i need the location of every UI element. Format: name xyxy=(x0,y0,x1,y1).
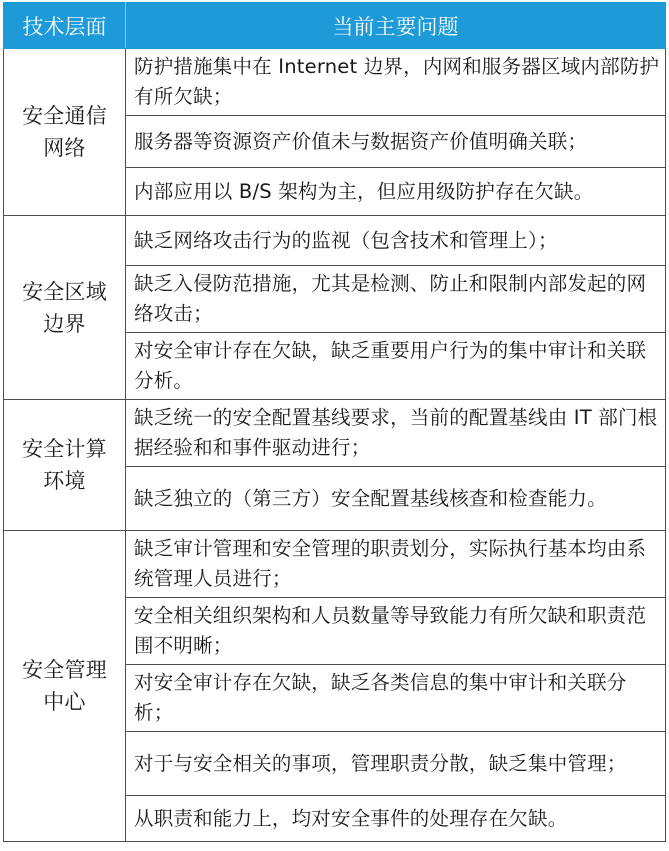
problem-cell: 缺乏审计管理和安全管理的职责划分，实际执行基本均由系统管理人员进行； xyxy=(126,531,666,598)
layer-cell-area-boundary xyxy=(4,216,126,400)
header-current-problems: 当前主要问题 xyxy=(126,3,666,49)
layer-cell-management-center xyxy=(4,531,126,842)
layer-label: 安全管理中心 xyxy=(22,658,107,714)
security-problems-table xyxy=(3,2,666,842)
table-row xyxy=(4,216,666,266)
problem-cell: 安全相关组织架构和人员数量等导致能力有所欠缺和职责范围不明晰； xyxy=(126,598,666,665)
layer-cell-computing-environment xyxy=(4,400,126,531)
problem-cell: 服务器等资源资产价值未与数据资产价值明确关联； xyxy=(126,116,666,168)
layer-label: 安全区域边界 xyxy=(22,279,107,336)
table-row xyxy=(4,49,666,116)
problem-cell: 内部应用以 B/S 架构为主，但应用级防护存在欠缺。 xyxy=(126,168,666,216)
problem-cell: 对于与安全相关的事项，管理职责分散，缺乏集中管理； xyxy=(126,732,666,796)
problem-cell: 缺乏独立的（第三方）安全配置基线核查和检查能力。 xyxy=(126,467,666,531)
problem-cell: 从职责和能力上，均对安全事件的处理存在欠缺。 xyxy=(126,796,666,842)
layer-cell-communication-network xyxy=(4,49,126,216)
problem-cell: 缺乏入侵防范措施，尤其是检测、防止和限制内部发起的网络攻击； xyxy=(126,266,666,333)
problem-cell: 防护措施集中在 Internet 边界，内网和服务器区域内部防护有所欠缺； xyxy=(126,49,666,116)
problem-cell: 对安全审计存在欠缺，缺乏重要用户行为的集中审计和关联分析。 xyxy=(126,333,666,400)
problem-cell: 缺乏网络攻击行为的监视（包含技术和管理上）； xyxy=(126,216,666,266)
problems-table-container xyxy=(3,2,666,842)
table-header-row xyxy=(4,3,666,49)
problem-cell: 对安全审计存在欠缺，缺乏各类信息的集中审计和关联分析； xyxy=(126,665,666,732)
problem-cell: 缺乏统一的安全配置基线要求，当前的配置基线由 IT 部门根据经验和和事件驱动进行； xyxy=(126,400,666,467)
header-technical-layer: 技术层面 xyxy=(4,3,126,49)
layer-label: 安全通信网络 xyxy=(22,104,107,160)
table-row xyxy=(4,400,666,467)
layer-label: 安全计算环境 xyxy=(22,437,107,493)
table-row xyxy=(4,531,666,598)
